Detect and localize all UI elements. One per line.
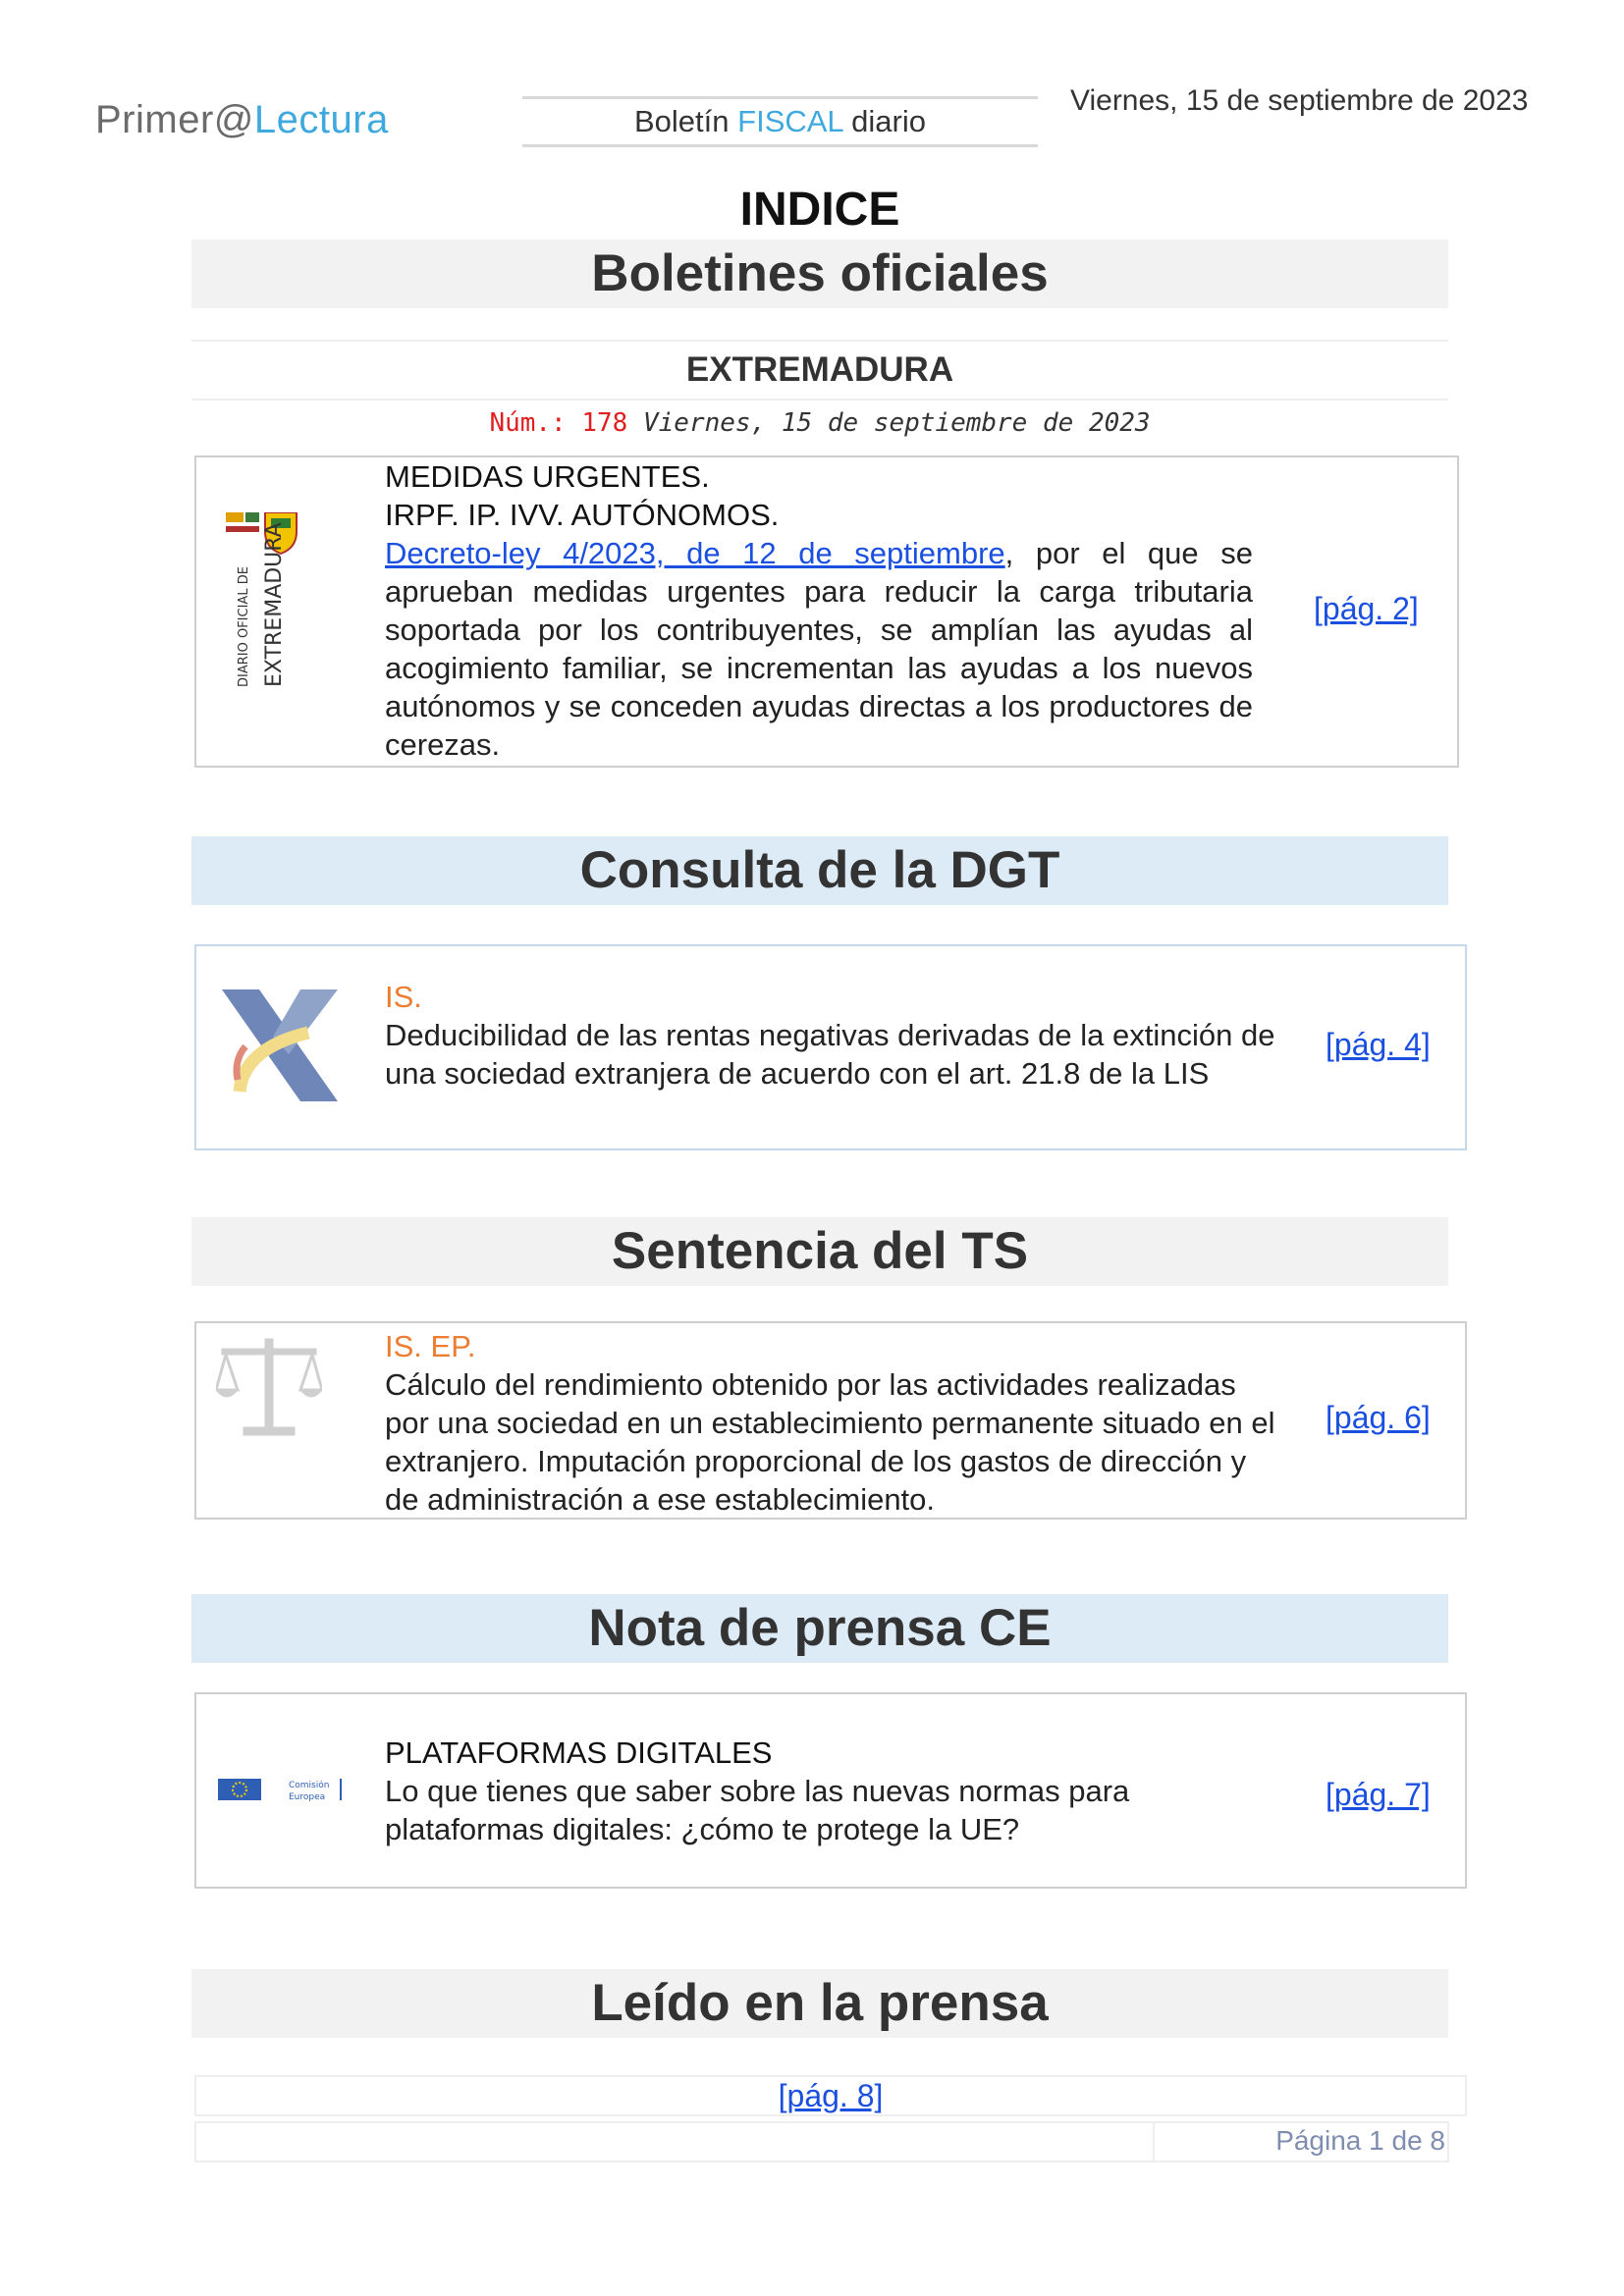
- issue-number: 178: [581, 408, 628, 438]
- section-title-boletines: Boletines oficiales: [191, 240, 1448, 308]
- entry-dgt: [194, 944, 1467, 1150]
- region-heading: EXTREMADURA: [191, 340, 1448, 400]
- entry-body: Deducibilidad de las rentas negativas derivadas de la extinción de una sociedad extranjera de acuerdo con el art. 21.8 de la LIS: [385, 1018, 1275, 1091]
- issue-date: Viernes, 15 de septiembre de 2023: [643, 408, 1151, 438]
- logo-text-europea: Europea: [289, 1792, 326, 1802]
- entry-heading: IS.: [385, 980, 422, 1014]
- page-link-8[interactable]: [pág. 8]: [778, 2078, 884, 2113]
- index-title: INDICE: [739, 184, 900, 236]
- page-link-4[interactable]: [pág. 4]: [1326, 1027, 1431, 1062]
- logo-text-extremadura: EXTREMADURA: [262, 522, 287, 687]
- page-link-7[interactable]: [pág. 7]: [1326, 1777, 1431, 1812]
- section-title-ts: Sentencia del TS: [191, 1217, 1448, 1286]
- entry-ts: [194, 1321, 1467, 1520]
- bulletin-suffix: diario: [851, 104, 926, 138]
- agencia-tributaria-logo: [216, 989, 344, 1101]
- page-link-2[interactable]: [pág. 2]: [1314, 591, 1419, 626]
- scales-of-justice-icon: [216, 1333, 322, 1439]
- section-title-dgt: Consulta de la DGT: [191, 836, 1448, 905]
- entry-heading-1: MEDIDAS URGENTES.: [385, 459, 710, 494]
- bulletin-title: [522, 96, 1038, 147]
- entry-ce: [194, 1692, 1467, 1889]
- entry-boletin: [194, 455, 1459, 768]
- page-number: Página 1 de 8: [1153, 2121, 1445, 2161]
- section-title-prensa: Leído en la prensa: [191, 1969, 1448, 2038]
- logo-text-diario: DIARIO OFICIAL DE: [237, 566, 251, 687]
- brand-part1: Primer@: [95, 98, 254, 141]
- bulletin-highlight: FISCAL: [737, 104, 843, 138]
- entry-text: [385, 1734, 1288, 1848]
- brand-part2: Lectura: [253, 98, 389, 141]
- bulletin-prefix: Boletín: [634, 104, 730, 138]
- entry-heading: IS. EP.: [385, 1329, 476, 1363]
- logo-text-comision: Comisión: [289, 1781, 330, 1790]
- entry-body-text: , por el que se aprueban medidas urgentes para reducir la carga tributaria soportada por los contribuyentes, se amplían las ayudas al acogimiento familiar, se incrementan las ayudas a los nuevos autónomos y se conceden ayudas directas a los productores de cerezas.: [385, 536, 1253, 762]
- entry-text: [385, 978, 1288, 1093]
- page-link-6[interactable]: [pág. 6]: [1326, 1400, 1431, 1435]
- comision-europea-logo: [218, 1775, 346, 1804]
- entry-body: [385, 534, 1253, 764]
- decree-link[interactable]: Decreto-ley 4/2023, de 12 de septiembre: [385, 536, 1005, 570]
- issue-label: Núm.:: [489, 408, 567, 438]
- entry-body: Cálculo del rendimiento obtenido por las actividades realizadas por una sociedad en un establecimiento permanente situado en el extranjero. Imputación proporcional de los gastos de dirección y de administración a ese establecimiento.: [385, 1367, 1275, 1517]
- section-title-ce: Nota de prensa CE: [191, 1594, 1448, 1663]
- entry-text: [385, 1327, 1288, 1519]
- brand-logo: [95, 98, 389, 142]
- diario-oficial-extremadura-logo: [210, 512, 304, 699]
- issue-line: [0, 408, 1624, 438]
- header-date: Viernes, 15 de septiembre de 2023: [1070, 84, 1529, 117]
- entry-text: [385, 457, 1253, 764]
- entry-body: Lo que tienes que saber sobre las nuevas normas para plataformas digitales: ¿cómo te protege la UE?: [385, 1774, 1130, 1846]
- entry-heading: PLATAFORMAS DIGITALES: [385, 1735, 773, 1770]
- entry-heading-2: IRPF. IP. IVV. AUTÓNOMOS.: [385, 498, 780, 532]
- prensa-row: [194, 2075, 1467, 2116]
